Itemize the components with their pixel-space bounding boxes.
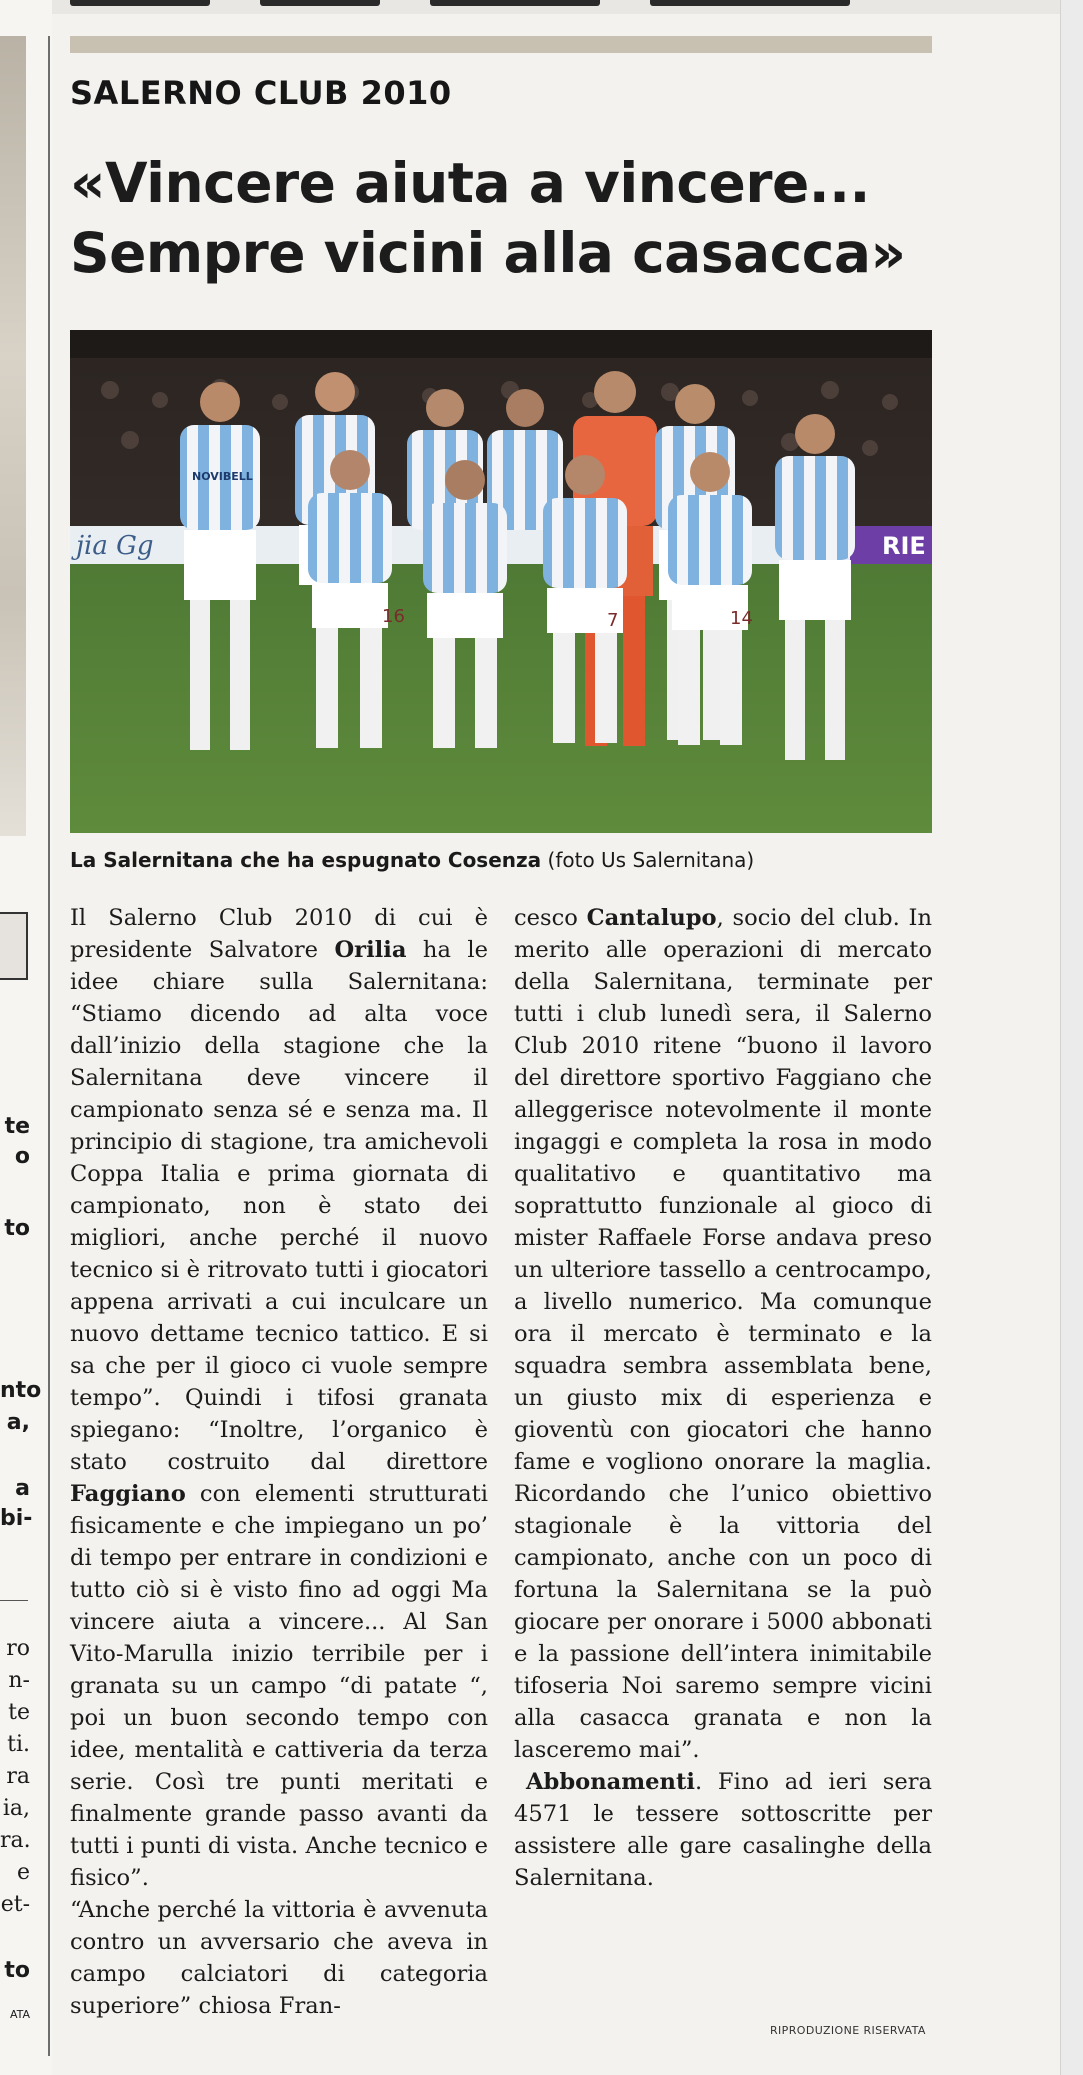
adjacent-box: [0, 912, 28, 980]
shorts-number: 16: [382, 606, 405, 627]
fragment-text: ti.: [7, 1732, 30, 1757]
shorts-number: 7: [607, 610, 619, 631]
headline: [70, 148, 970, 288]
fragment-text: to: [4, 1216, 30, 1241]
rights-notice: RIPRODUZIONE RISERVATA: [770, 2024, 926, 2037]
body-column-2: [514, 902, 932, 1894]
fragment-text: ATA: [9, 2008, 30, 2021]
fragment-text: a,: [6, 1410, 30, 1435]
top-strip: [0, 0, 1083, 14]
headline-line-1: «Vincere aiuta a vincere...: [70, 151, 870, 215]
fragment-text: ia,: [2, 1796, 30, 1821]
photo-caption: [70, 848, 754, 872]
column-divider: [48, 36, 50, 2056]
fragment-text: nto: [0, 1378, 42, 1403]
fragment-text: et-: [0, 1892, 30, 1917]
fragment-text: ra.: [0, 1828, 31, 1853]
paragraph: [514, 902, 932, 1766]
ad-board-left-text: jia Gg: [76, 531, 154, 561]
fragment-text: e: [16, 1860, 30, 1885]
fragment-text: te: [4, 1114, 30, 1139]
fragment-text: ro: [6, 1636, 30, 1661]
fragment-text: n-: [8, 1668, 30, 1693]
shorts-number: 14: [730, 608, 753, 629]
fragment-text: ra: [6, 1764, 30, 1789]
paragraph: [70, 902, 488, 1894]
paragraph: “Anche perché la vittoria è avvenuta contro un avversario che aveva in campo calciatori di categoria superiore” chiosa Fran-: [70, 1897, 488, 2019]
text-run-bold: Abbonamenti: [526, 1769, 695, 1795]
body-column-1: [70, 902, 488, 2022]
text-run-bold: Cantalupo: [586, 905, 717, 931]
text-run: cesco: [514, 905, 587, 931]
fragment-text: bi-: [0, 1506, 33, 1531]
text-run-bold: Orilia: [334, 937, 407, 963]
fragment-text: to: [4, 1958, 30, 1983]
ad-board-right-text: RIE: [882, 532, 926, 560]
caption-credit: (foto Us Salernitana): [547, 848, 755, 872]
adjacent-photo: [0, 36, 26, 836]
fragment-text: a: [15, 1476, 30, 1501]
page-edge: [1060, 0, 1083, 2075]
caption-text: La Salernitana che ha espugnato Cosenza: [70, 848, 542, 872]
fragment-text: o: [14, 1144, 30, 1169]
text-run: . Fino ad ieri sera 4571 le tessere sottoscritte per assistere alle gare casalinghe della Salernitana.: [514, 1769, 932, 1891]
adjacent-article-fragment: [0, 0, 52, 2075]
fragment-text: te: [8, 1700, 30, 1725]
text-run-bold: Faggiano: [70, 1481, 186, 1507]
shirt-sponsor: NOVIBELL: [192, 470, 253, 483]
paragraph: [514, 1766, 932, 1894]
headline-line-2: Sempre vicini alla casacca»: [70, 221, 906, 285]
text-run: Il Salerno Club 2010 di cui è presidente Salvatore: [70, 905, 488, 963]
text-run: con elementi strutturati fisicamente e che impiegano un po’ di tempo per entrare in condizioni e tutto ciò si è visto fino ad oggi Ma vincere aiuta a vincere... Al San Vito-Marulla inizio terribile per i granata su un campo “di patate “, poi un buon secondo tempo con idee, mentalità e cattiveria da terza serie. Così tre punti meritati e finalmente grande passo avanti da tutti i punti di vista. Anche tecnico e fisico”.: [70, 1481, 488, 1891]
header-band: [70, 36, 932, 53]
text-run: ha le idee chiare sulla Salernitana: “Stiamo dicendo ad alta voce dall’inizio della stagione che la Salernitana deve vincere il campionato senza sé e senza ma. Il principio di stagione, tra amichevoli Coppa Italia e prima giornata di campionato, non è stato dei migliori, anche perché il nuovo tecnico si è ritrovato tutti i giocatori appena arrivati a cui inculcare un nuovo dettame tecnico tattico. E si sa che per il gioco ci vuole sempre tempo”. Quindi i tifosi granata spiegano: “Inoltre, l’organico è stato costruito dal direttore: [70, 937, 489, 1475]
team-photo-illustration: [70, 330, 932, 833]
section-kicker: SALERNO CLUB 2010: [70, 74, 452, 112]
team-photo: [70, 330, 932, 833]
text-run: , socio del club. In merito alle operazioni di mercato della Salernitana, terminate per tutti i club lunedì sera, il Salerno Club 2010 ritene “buono il lavoro del direttore sportivo Faggiano che alleggerisce notevolmente il monte ingaggi e completa la rosa in modo qualitativo e quantitativo ma soprattutto funzionale al gioco di mister Raffaele Forse andava preso un ulteriore tassello a centrocampo, a livello numerico. Ma comunque ora il mercato è terminato e la squadra sembra assemblata bene, un giusto mix di esperienza e gioventù con giocatori che hanno fame e vogliono onorare la maglia. Ricordando che l’unico obiettivo stagionale è la vittoria del campionato, anche con un poco di fortuna la Salernitana se la può giocare per onorare i 5000 abbonati e la passione dell’intera inimitabile tifoseria Noi saremo sempre vicini alla casacca granata e non la lasceremo mai”.: [514, 905, 933, 1763]
fragment-rule: [0, 1600, 28, 1601]
